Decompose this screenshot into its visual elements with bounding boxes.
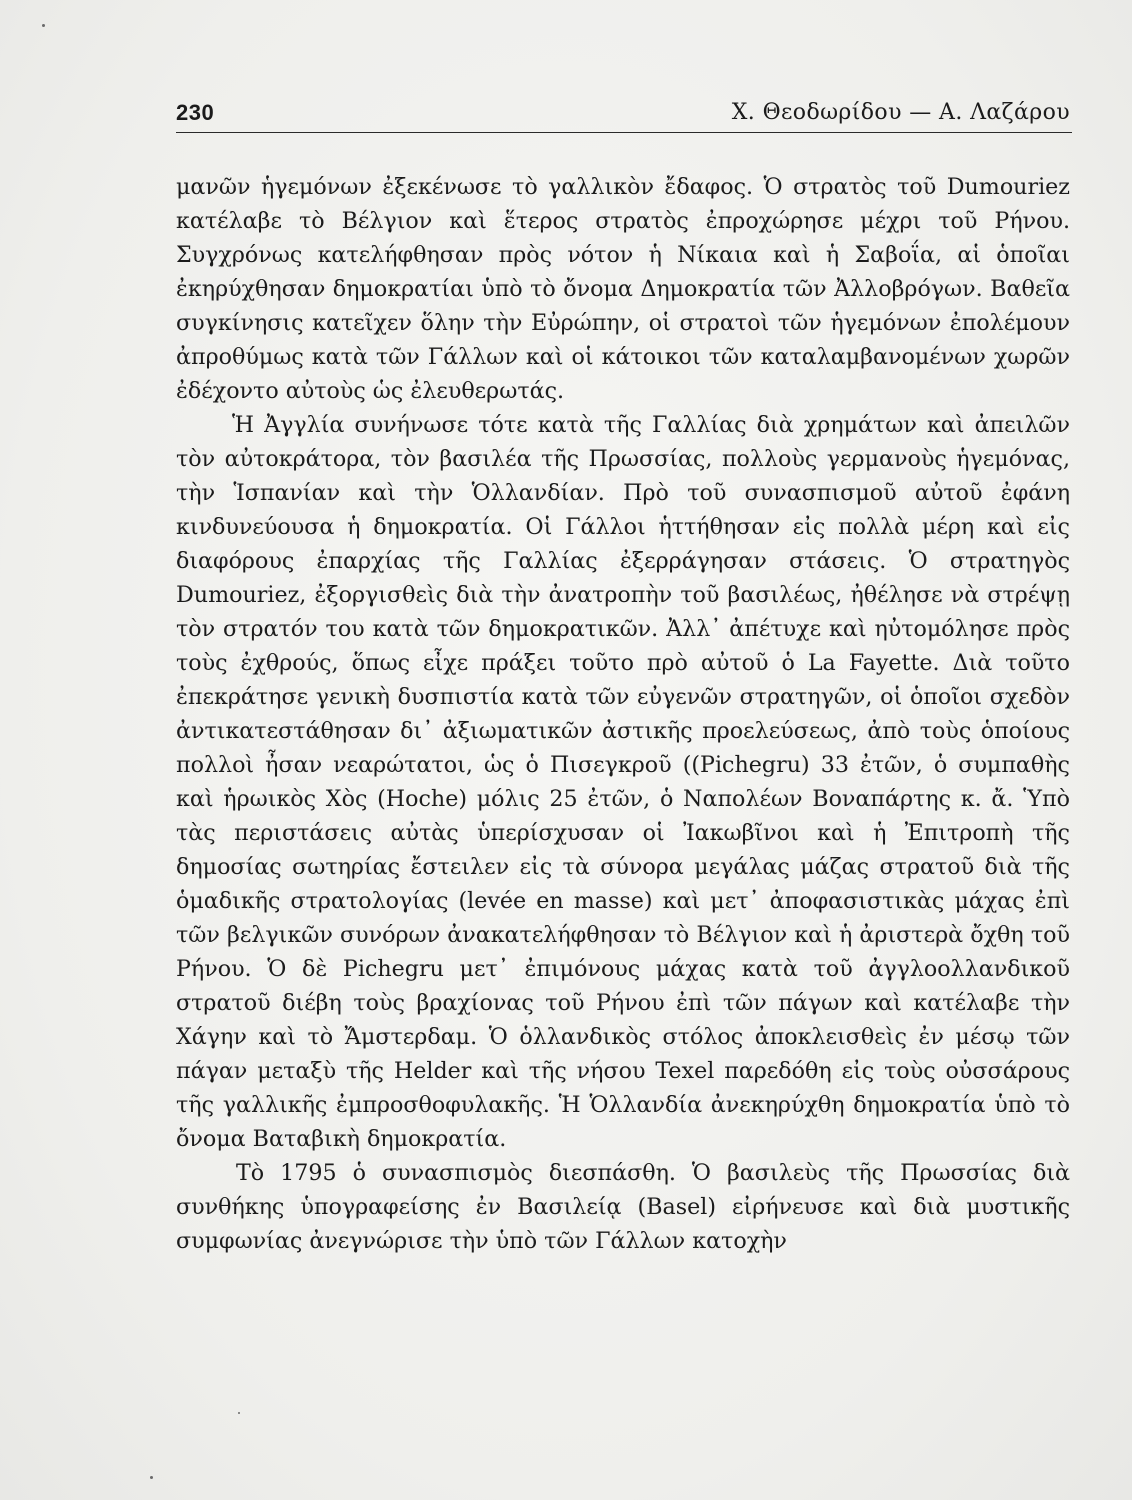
scan-speck xyxy=(238,1412,240,1414)
scan-speck xyxy=(150,1476,153,1479)
paragraph-2: Ἡ Ἀγγλία συνήνωσε τότε κατὰ τῆς Γαλλίας διὰ χρημάτων καὶ ἀπειλῶν τὸν αὐτοκράτορα, τὸν βασιλέα τῆς Πρωσσίας, πολλοὺς γερμανοὺς ἡγεμόνας, τὴν Ἱσπανίαν καὶ τὴν Ὁλλανδίαν. Πρὸ τοῦ συνασπισμοῦ αὐτοῦ ἐφάνη κινδυνεύουσα ἡ δημοκρατία. Οἱ Γάλλοι ἡττήθησαν εἰς πολλὰ μέρη καὶ εἰς διαφόρους ἐπαρχίας τῆς Γαλλίας ἐξερράγησαν στάσεις. Ὁ στρατηγὸς Dumouriez, ἐξοργισθεὶς διὰ τὴν ἀνατροπὴν τοῦ βασιλέως, ἠθέλησε νὰ στρέψῃ τὸν στρατόν του κατὰ τῶν δημοκρατικῶν. Ἀλλ᾽ ἀπέτυχε καὶ ηὐτομόλησε πρὸς τοὺς ἐχθρούς, ὅπως εἶχε πράξει τοῦτο πρὸ αὐτοῦ ὁ La Fayette. Διὰ τοῦτο ἐπεκράτησε γενικὴ δυσπιστία κατὰ τῶν εὐγενῶν στρατηγῶν, οἱ ὁποῖοι σχεδὸν ἀντικατεστάθησαν δι᾽ ἀξιωματικῶν ἀστικῆς προελεύσεως, ἀπὸ τοὺς ὁποίους πολλοὶ ἦσαν νεαρώτατοι, ὡς ὁ Πισεγκροῦ ((Pichegru) 33 ἐτῶν, ὁ συμπαθὴς καὶ ἡρωικὸς Χὸς (Hoche) μόλις 25 ἐτῶν, ὁ Ναπολέων Βοναπάρτης κ. ἄ. Ὑπὸ τὰς περιστάσεις αὐτὰς ὑπερίσχυσαν οἱ Ἰακωβῖνοι καὶ ἡ Ἐπιτροπὴ τῆς δημοσίας σωτηρίας ἔστειλεν εἰς τὰ σύνορα μεγάλας μάζας στρατοῦ διὰ τῆς ὁμαδικῆς στρατολογίας (levée en masse) καὶ μετ᾽ ἀποφασιστικὰς μάχας ἐπὶ τῶν βελγικῶν συνόρων ἀνακατελήφθησαν τὸ Βέλγιον καὶ ἡ ἀριστερὰ ὄχθη τοῦ Ρήνου. Ὁ δὲ Pichegru μετ᾽ ἐπιμόνους μάχας κατὰ τοῦ ἀγγλοολλανδικοῦ στρατοῦ διέβη τοὺς βραχίονας τοῦ Ρήνου ἐπὶ τῶν πάγων καὶ κατέλαβε τὴν Χάγην καὶ τὸ Ἄμστερδαμ. Ὁ ὁλλανδικὸς στόλος ἀποκλεισθεὶς ἐν μέσῳ τῶν πάγαν μεταξὺ τῆς Helder καὶ τῆς νήσου Texel παρεδόθη εἰς τοὺς οὐσσάρους τῆς γαλλικῆς ἐμπροσθοφυλακῆς. Ἡ Ὁλλανδία ἀνεκηρύχθη δημοκρατία ὑπὸ τὸ ὄνομα Βαταβικὴ δημοκρατία. xyxy=(176,412,1070,1152)
running-head: Χ. Θεοδωρίδου — Α. Λαζάρου xyxy=(731,100,1070,125)
body-text xyxy=(176,170,1070,1258)
page-header xyxy=(176,98,1072,133)
paragraph-1: μανῶν ἡγεμόνων ἐξεκένωσε τὸ γαλλικὸν ἔδαφος. Ὁ στρατὸς τοῦ Dumouriez κατέλαβε τὸ Βέλγιον καὶ ἕτερος στρατὸς ἐπροχώρησε μέχρι τοῦ Ρήνου. Συγχρόνως κατελήφθησαν πρὸς νότον ἡ Νίκαια καὶ ἡ Σαβοΐα, αἱ ὁποῖαι ἐκηρύχθησαν δημοκρατίαι ὑπὸ τὸ ὄνομα Δημοκρατία τῶν Ἀλλοβρόγων. Βαθεῖα συγκίνησις κατεῖχεν ὅλην τὴν Εὐρώπην, οἱ στρατοὶ τῶν ἡγεμόνων ἐπολέμουν ἀπροθύμως κατὰ τῶν Γάλλων καὶ οἱ κάτοικοι τῶν καταλαμβανομένων χωρῶν ἐδέχοντο αὐτοὺς ὡς ἐλευθερωτάς. xyxy=(176,174,1070,404)
page-number: 230 xyxy=(176,100,215,125)
scan-speck xyxy=(42,24,45,27)
paragraph-3: Τὸ 1795 ὁ συνασπισμὸς διεσπάσθη. Ὁ βασιλεὺς τῆς Πρωσσίας διὰ συνθήκης ὑπογραφείσης ἐν Βασιλείᾳ (Basel) εἰρήνευσε καὶ διὰ μυστικῆς συμφωνίας ἀνεγνώρισε τὴν ὑπὸ τῶν Γάλλων κατοχὴν xyxy=(176,1160,1070,1254)
